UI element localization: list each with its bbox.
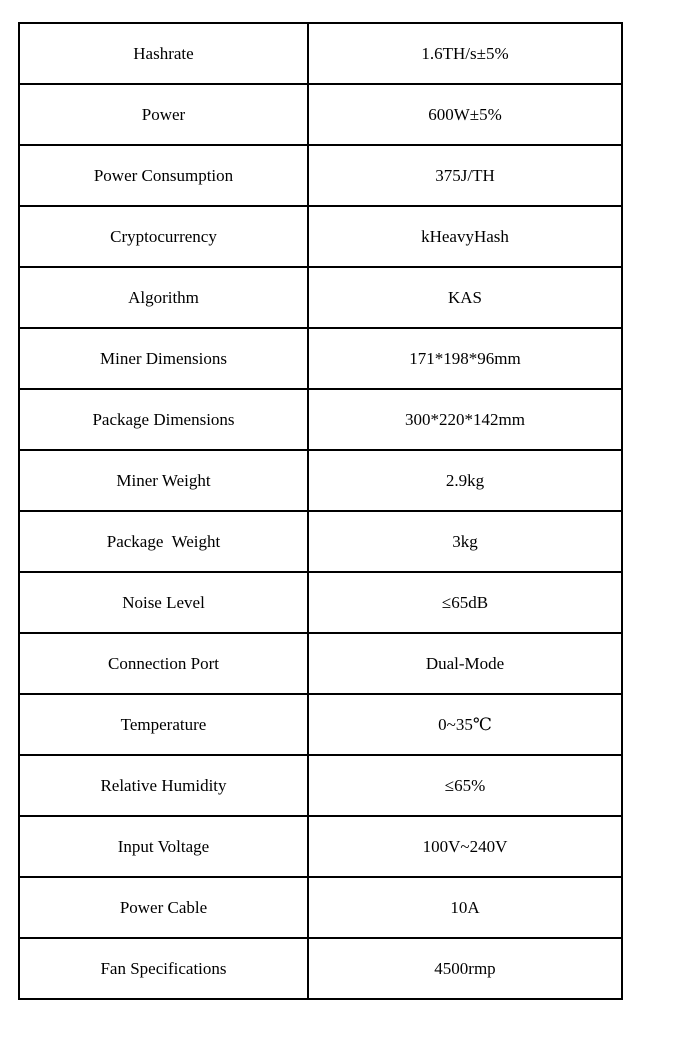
table-row — [19, 694, 622, 755]
spec-label-input-voltage: Input Voltage — [19, 816, 308, 877]
spec-label-power-consumption: Power Consumption — [19, 145, 308, 206]
spec-value-hashrate: 1.6TH/s±5% — [308, 23, 622, 84]
table-row — [19, 572, 622, 633]
spec-value-fan-specifications: 4500rmp — [308, 938, 622, 999]
spec-value-cryptocurrency: kHeavyHash — [308, 206, 622, 267]
table-row — [19, 938, 622, 999]
spec-value-package-dimensions: 300*220*142mm — [308, 389, 622, 450]
table-row — [19, 389, 622, 450]
spec-label-package-weight: Package Weight — [19, 511, 308, 572]
spec-label-relative-humidity: Relative Humidity — [19, 755, 308, 816]
spec-value-temperature: 0~35℃ — [308, 694, 622, 755]
spec-value-power-cable: 10A — [308, 877, 622, 938]
spec-label-hashrate: Hashrate — [19, 23, 308, 84]
table-row — [19, 877, 622, 938]
table-row — [19, 450, 622, 511]
spec-value-noise-level: ≤65dB — [308, 572, 622, 633]
spec-label-power: Power — [19, 84, 308, 145]
table-row — [19, 755, 622, 816]
table-row — [19, 206, 622, 267]
spec-value-package-weight: 3kg — [308, 511, 622, 572]
spec-label-cryptocurrency: Cryptocurrency — [19, 206, 308, 267]
spec-label-miner-weight: Miner Weight — [19, 450, 308, 511]
spec-value-connection-port: Dual-Mode — [308, 633, 622, 694]
spec-label-power-cable: Power Cable — [19, 877, 308, 938]
spec-table-body — [19, 23, 622, 999]
spec-value-power: 600W±5% — [308, 84, 622, 145]
spec-label-temperature: Temperature — [19, 694, 308, 755]
table-row — [19, 816, 622, 877]
table-row — [19, 145, 622, 206]
spec-value-miner-dimensions: 171*198*96mm — [308, 328, 622, 389]
spec-label-connection-port: Connection Port — [19, 633, 308, 694]
spec-label-fan-specifications: Fan Specifications — [19, 938, 308, 999]
table-row — [19, 23, 622, 84]
spec-value-input-voltage: 100V~240V — [308, 816, 622, 877]
table-row — [19, 511, 622, 572]
spec-label-algorithm: Algorithm — [19, 267, 308, 328]
table-row — [19, 84, 622, 145]
spec-label-package-dimensions: Package Dimensions — [19, 389, 308, 450]
spec-value-miner-weight: 2.9kg — [308, 450, 622, 511]
spec-label-noise-level: Noise Level — [19, 572, 308, 633]
spec-label-miner-dimensions: Miner Dimensions — [19, 328, 308, 389]
spec-value-algorithm: KAS — [308, 267, 622, 328]
spec-table — [18, 22, 623, 1000]
table-row — [19, 328, 622, 389]
table-row — [19, 633, 622, 694]
table-row — [19, 267, 622, 328]
spec-value-relative-humidity: ≤65% — [308, 755, 622, 816]
spec-value-power-consumption: 375J/TH — [308, 145, 622, 206]
